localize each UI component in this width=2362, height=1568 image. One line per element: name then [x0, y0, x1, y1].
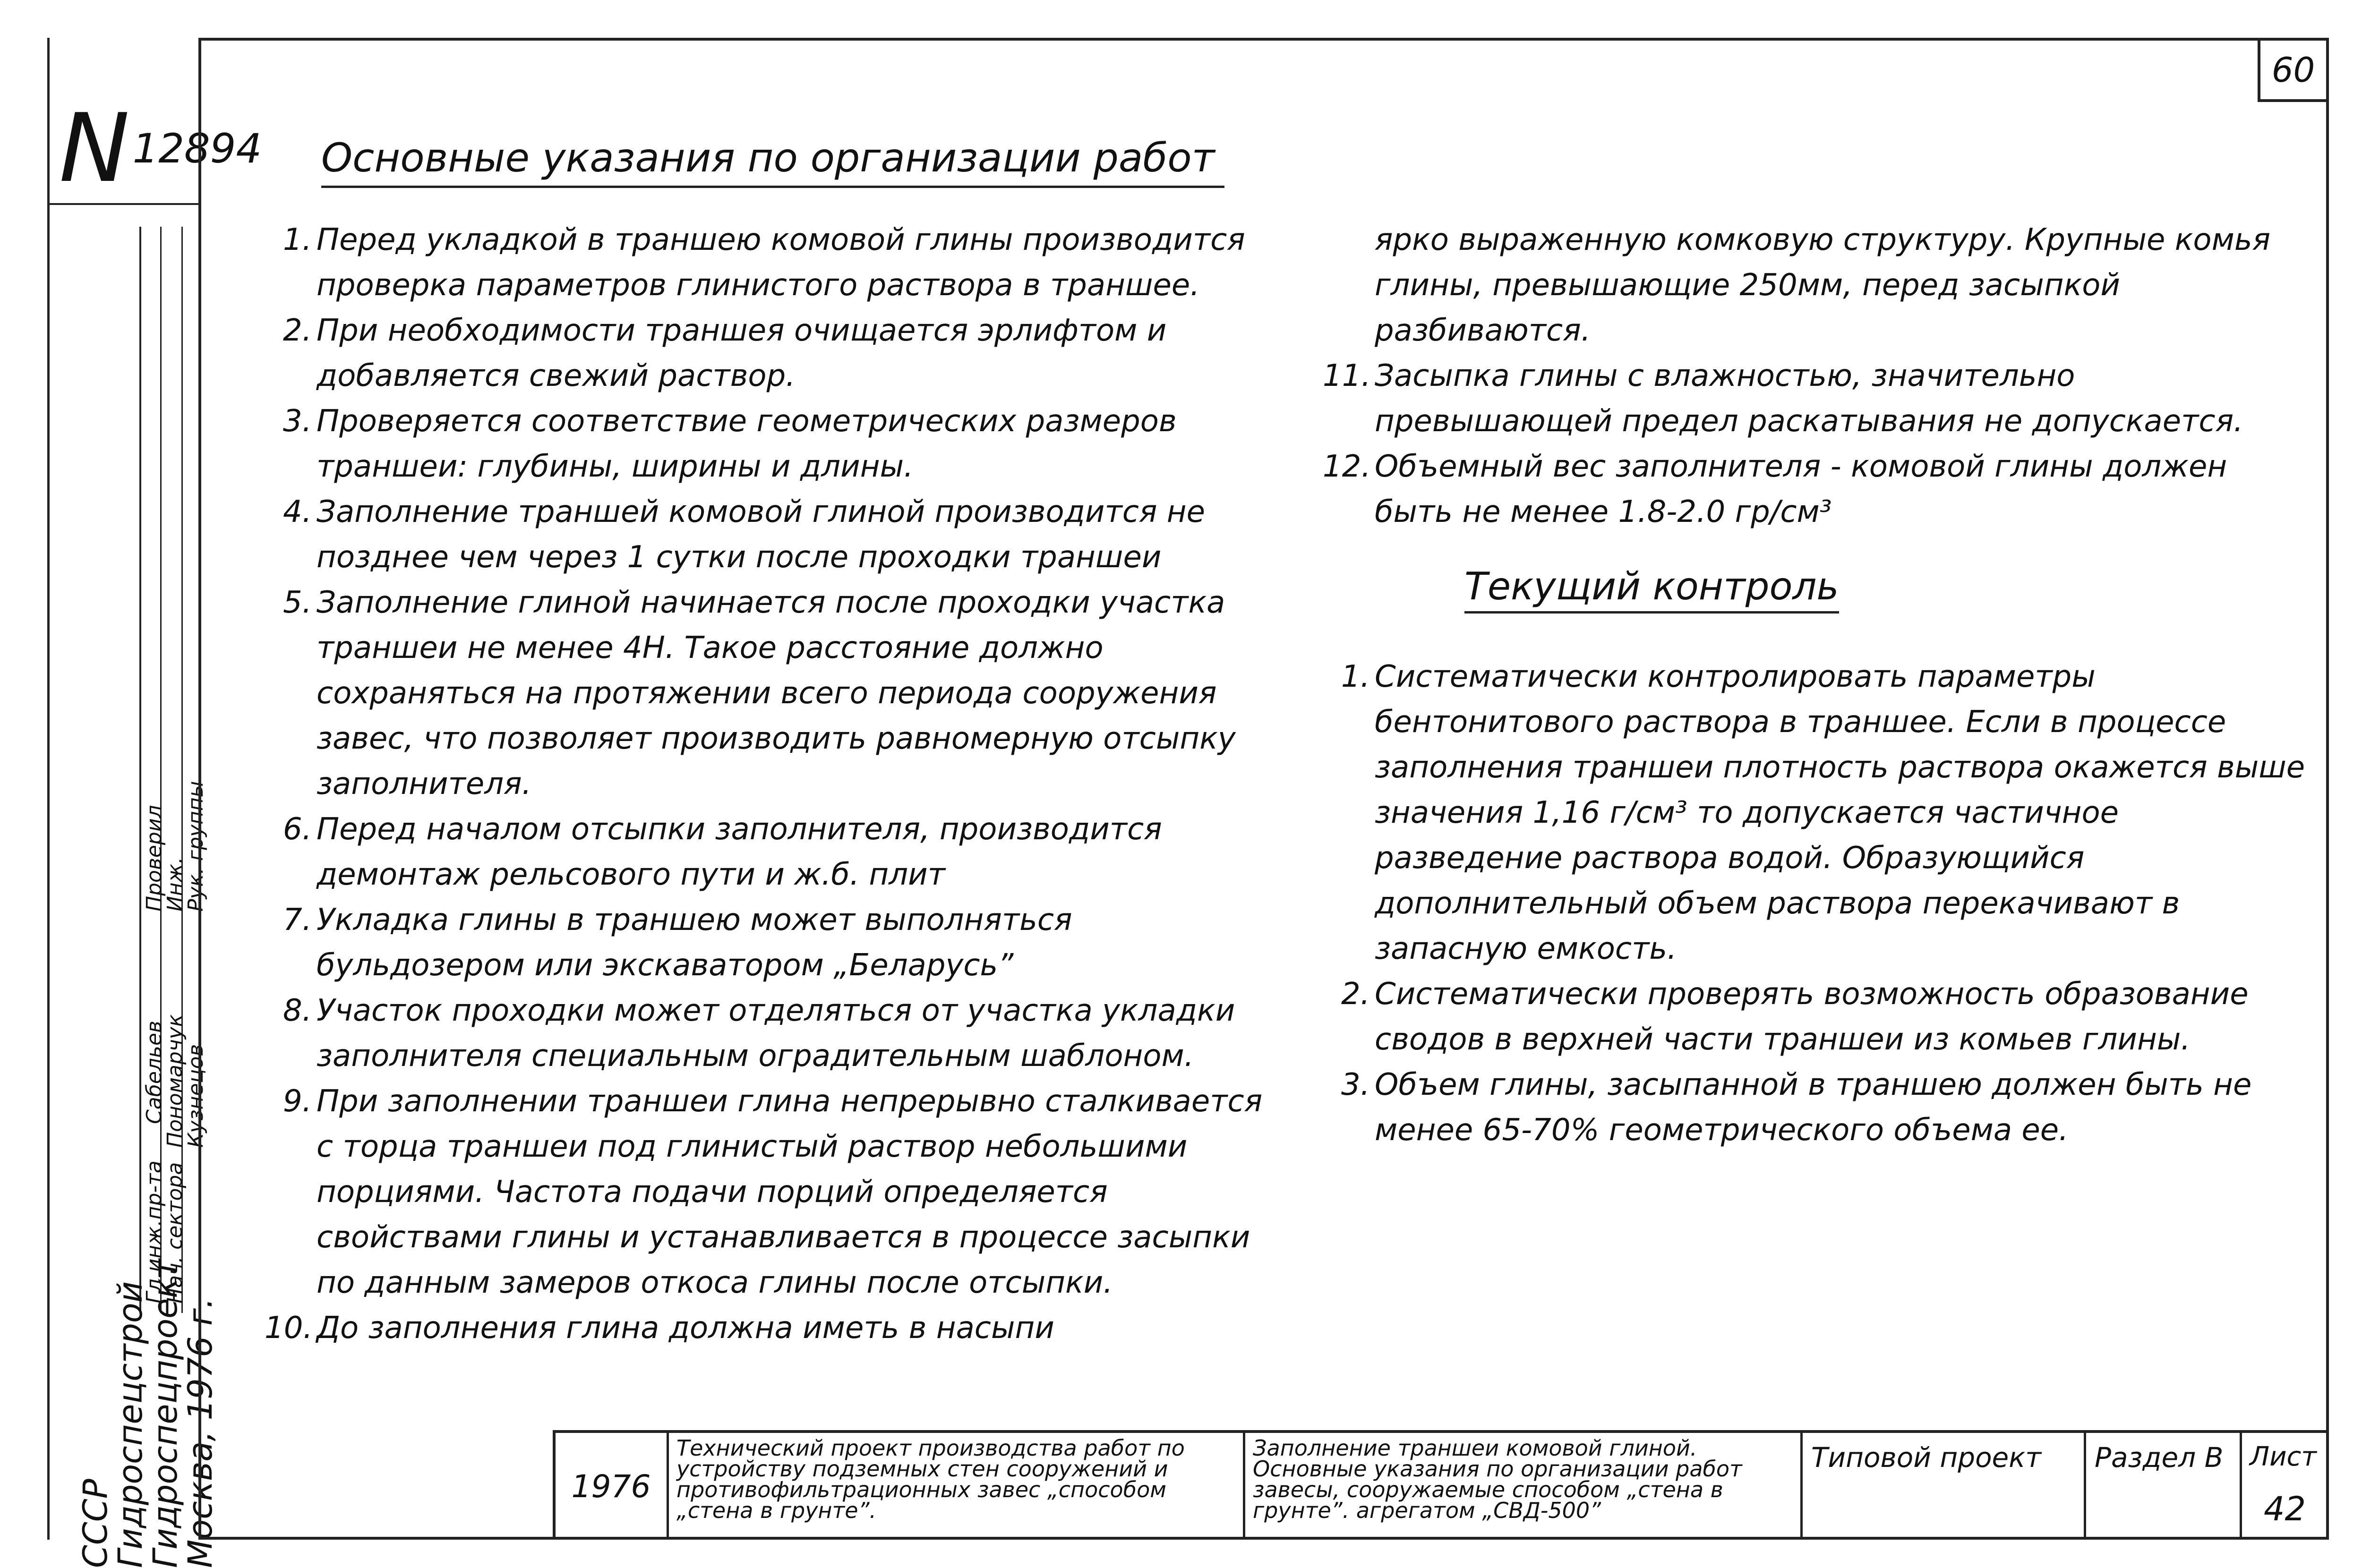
item-number: 7.	[282, 903, 312, 937]
item-number: 8.	[282, 993, 312, 1028]
list-item	[265, 807, 1271, 897]
item-text: При заполнении траншеи глина непрерывно сталкивается с торца траншеи под глинистый раствор небольшими порциями. Частота подачи порций определяется свойствами глины и устанавливается в процессе засыпки по данным замеров откоса глины после отсыпки.	[317, 1084, 1263, 1300]
title-block-section: Раздел В	[2086, 1433, 2242, 1540]
item-number: 11.	[1323, 358, 1371, 393]
title-block-sheet	[2242, 1433, 2332, 1540]
item-text: Заполнение глиной начинается после проходки участка траншеи не менее 4Н. Такое расстояние должно сохраняться на протяжении всего периода сооружения завес, что позволяет производить равномерную отсыпку заполнителя.	[317, 585, 1236, 801]
left-margin-strip	[47, 38, 262, 1568]
org-line-3: Гидроспецпроект	[146, 1259, 185, 1568]
item-text: Объемный вес заполнителя - комовой глины должен быть не менее 1.8-2.0 гр/см³	[1375, 449, 2227, 529]
sheet-number: 42	[2264, 1490, 2306, 1528]
item-text: Засыпка глины с влажностью, значительно превышающей предел раскатывания не допускается.	[1375, 358, 2243, 439]
title-block-typical-project: Типовой проект	[1803, 1433, 2086, 1540]
item-text: Участок проходки может отделяться от участка укладки заполнителя специальным оградительным шаблоном.	[317, 993, 1235, 1074]
item-text: Проверяется соответствие геометрических размеров траншеи: глубины, ширины и длины.	[317, 404, 1177, 484]
right-column	[1323, 217, 2305, 1153]
list-item	[265, 399, 1271, 489]
list-item	[265, 580, 1271, 807]
item-number: 1.	[282, 222, 312, 257]
item-text: Систематически проверять возможность образование сводов в верхней части траншеи из комьев глины.	[1375, 977, 2249, 1057]
item-text: Перед укладкой в траншею комовой глины производится проверка параметров глинистого раствора в траншее.	[317, 222, 1245, 303]
list-item	[265, 988, 1271, 1079]
organization-text	[78, 1143, 218, 1568]
item-number: 9.	[282, 1084, 312, 1119]
item-number: 2.	[1341, 977, 1370, 1012]
approval-role-5: Рук. группы	[184, 781, 208, 912]
item-number: 4.	[282, 494, 312, 529]
approver-name-2: Пономарчук	[163, 1014, 187, 1148]
item-number: 12.	[1323, 449, 1371, 484]
item-text: При необходимости траншея очищается эрлифтом и добавляется свежий раствор.	[317, 313, 1167, 393]
item-text: Перед началом отсыпки заполнителя, производится демонтаж рельсового пути и ж.б. плит	[317, 812, 1162, 892]
approval-role-4: Инж.	[163, 857, 187, 912]
approval-role-2: Нач. сектора	[163, 1162, 187, 1304]
list-item	[265, 897, 1271, 988]
sheet-label: Лист	[2250, 1441, 2317, 1472]
list-item	[1323, 971, 2305, 1062]
org-line-4: Москва, 1976 г.	[181, 1297, 220, 1568]
item-number: 6.	[282, 812, 312, 847]
item-text: Укладка глины в траншею может выполняться бульдозером или экскаватором „Беларусь”	[317, 903, 1072, 983]
list-item	[265, 489, 1271, 580]
approver-name-1: Сабельев	[142, 1021, 166, 1124]
org-line-1: СССР	[76, 1479, 115, 1568]
page-title: Основные указания по организации работ	[321, 135, 1224, 188]
item-number: 3.	[282, 404, 312, 439]
continuation-text: ярко выраженную комковую структуру. Крупные комья глины, превышающие 250мм, перед засыпкой разбиваются.	[1375, 222, 2271, 348]
item-text: Заполнение траншей комовой глиной производится не позднее чем через 1 сутки после проходки траншеи	[317, 494, 1205, 575]
list-item	[1323, 654, 2305, 971]
org-line-2: Гидроспецстрой	[111, 1281, 150, 1568]
document-number: 12894	[132, 125, 262, 172]
approval-role-1: Гл.инж.пр-та	[142, 1160, 166, 1304]
item-number: 10.	[265, 1311, 313, 1346]
item-text: До заполнения глина должна иметь в насыпи	[317, 1311, 1054, 1346]
item-number: 3.	[1341, 1067, 1370, 1102]
list-item	[1323, 444, 2305, 535]
item-number: 2.	[282, 313, 312, 348]
n-mark-icon: N	[59, 94, 130, 204]
title-block-sheet-title: Заполнение траншеи комовой глиной. Основные указания по организации работ завесы, сооружаемые способом „стена в грунте”. агрегатом „СВД-500”	[1245, 1433, 1803, 1540]
section-heading: Текущий контроль	[1464, 564, 1839, 614]
document-number-box	[50, 94, 262, 205]
title-block-project-description: Технический проект производства работ по устройству подземных стен сооружений и противофильтрационных завес „способом „стена в грунте”.	[669, 1433, 1245, 1540]
item-text: Систематически контролировать параметры бентонитового раствора в траншее. Если в процессе заполнения траншеи плотность раствора окажется выше значения 1,16 г/см³ то допускается частичное разведение раствора водой. Образующийся дополнительный объем раствора перекачивают в запасную емкость.	[1375, 659, 2305, 966]
list-item	[265, 1079, 1271, 1305]
approver-name-3: Кузнецов	[184, 1044, 208, 1148]
list-item	[265, 1305, 1271, 1351]
title-block	[553, 1430, 2329, 1540]
list-item	[1323, 1062, 2305, 1153]
title-block-year: 1976	[556, 1433, 669, 1540]
list-item	[265, 308, 1271, 399]
item-text: Объем глины, засыпанной в траншею должен быть не менее 65-70% геометрического объема ее.	[1375, 1067, 2252, 1148]
item-number: 5.	[282, 585, 312, 620]
item-number: 1.	[1341, 659, 1370, 694]
left-column	[265, 217, 1271, 1351]
page-number: 60	[2258, 41, 2326, 102]
approval-role-3: Проверил	[142, 805, 166, 912]
list-item	[1323, 353, 2305, 444]
list-item	[265, 217, 1271, 308]
